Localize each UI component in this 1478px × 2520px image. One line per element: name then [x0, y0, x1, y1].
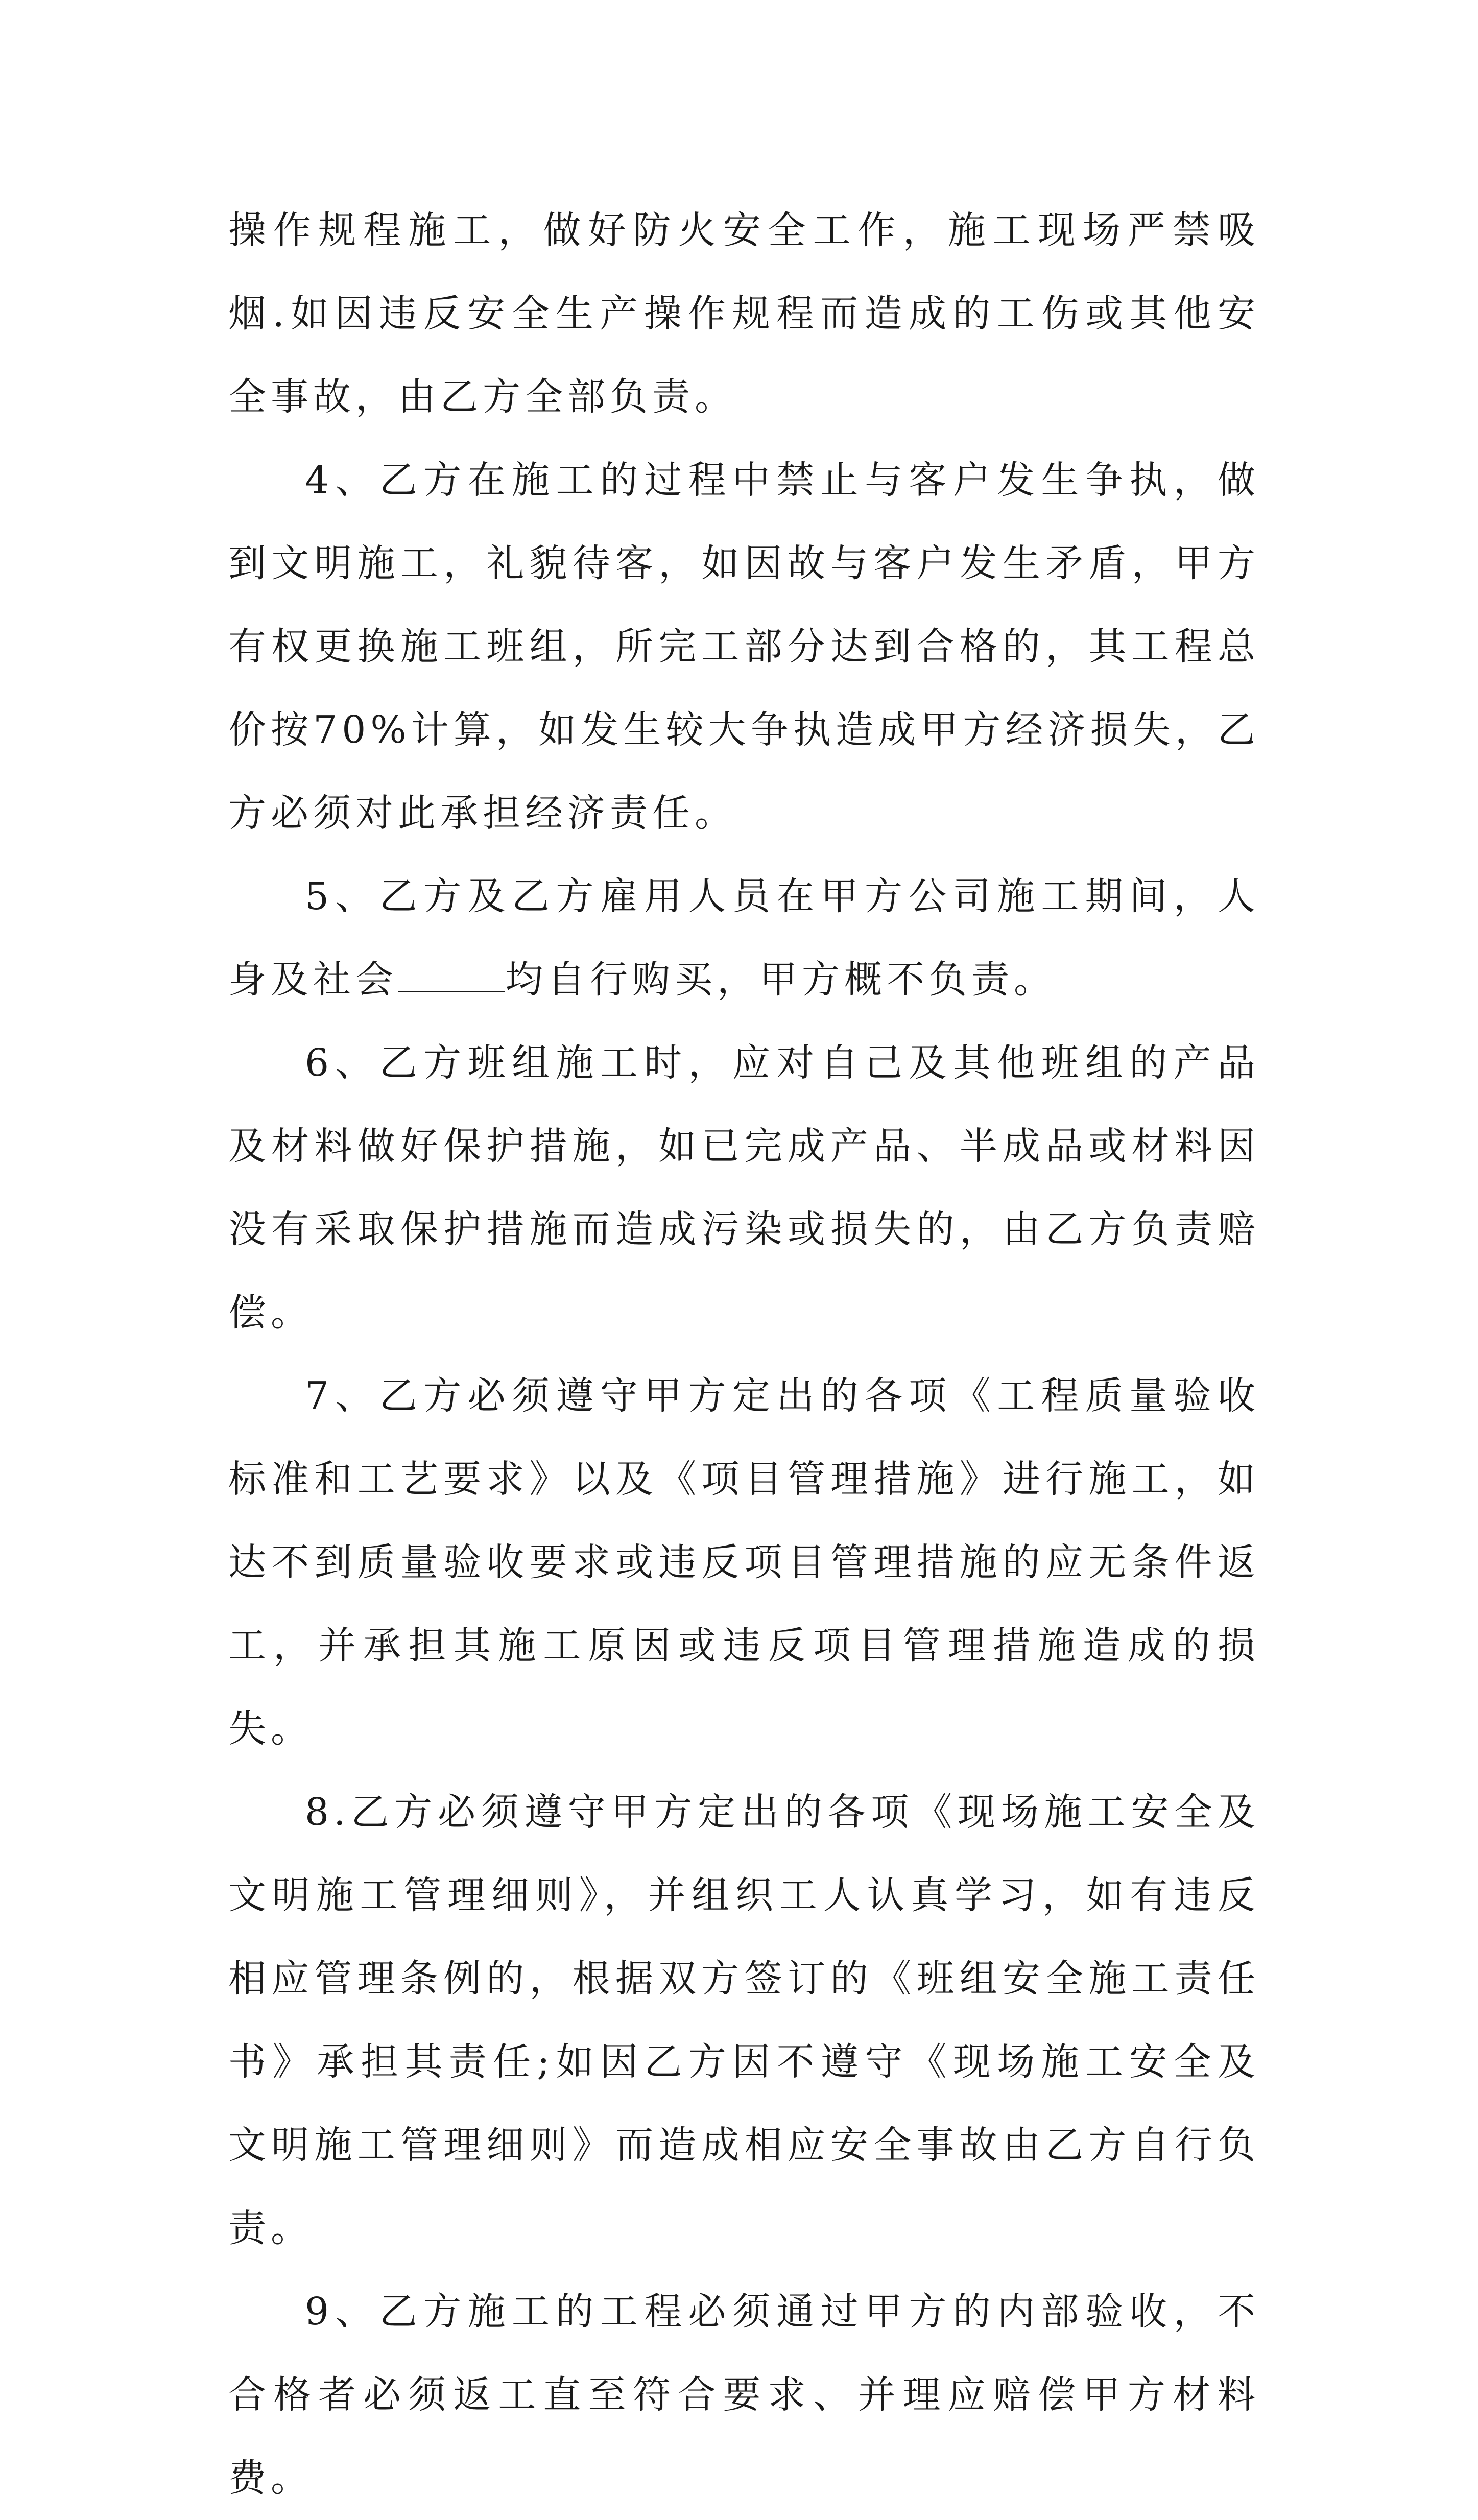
paragraph-5-text-after: 均自行购买，甲方概不负责。: [505, 958, 1056, 1002]
paragraph-3-continuation: 操作规程施工，做好防火安全工作，施工现场严禁吸烟.如因违反安全生产操作规程而造成的工伤或其他安全事故，由乙方全部负责。: [228, 208, 1260, 419]
paragraph-9: 9、乙方施工的工程必须通过甲方的内部验收，不合格者必须返工直至符合要求、并理应赔偿甲方材料费。: [228, 2290, 1260, 2500]
document-body: [228, 189, 1260, 2520]
paragraph-5-text-before: 5、乙方及乙方雇用人员在甲方公司施工期间，人身及社会: [228, 874, 1260, 1002]
paragraph-5: [228, 855, 1260, 1021]
paragraph-6: 6、乙方班组施工时，应对自己及其他班组的产品及材料做好保护措施，如已完成产品、半成品或材料因没有采取保护措施而造成污染或损失的，由乙方负责赔偿。: [228, 1041, 1260, 1335]
fill-in-blank: [398, 960, 505, 992]
paragraph-7: 7、乙方必须遵守甲方定出的各项《工程质量验收标准和工艺要求》以及《项目管理措施》进行施工，如达不到质量验收要求或违反项目管理措施的应无条件返工，并承担其施工原因或违反项目管理措施造成的损失。: [228, 1374, 1260, 1751]
paragraph-4: 4、乙方在施工的过程中禁止与客户发生争执，做到文明施工，礼貌待客，如因故与客户发生矛盾，甲方有权更换施工班组，所完工部分达到合格的，其工程总价按70%计算，如发生较大争执造成甲方经济损失，乙方必须对此承担经济责任。: [228, 458, 1260, 835]
paragraph-8: 8.乙方必须遵守甲方定出的各项《现场施工安全及文明施工管理细则》，并组织工人认真学习，如有违反相应管理条例的，根据双方签订的《班组安全施工责任书》承担其责任;如因乙方因不遵守《现场施工安全及文明施工管理细则》而造成相应安全事故由乙方自行负责。: [228, 1790, 1260, 2250]
